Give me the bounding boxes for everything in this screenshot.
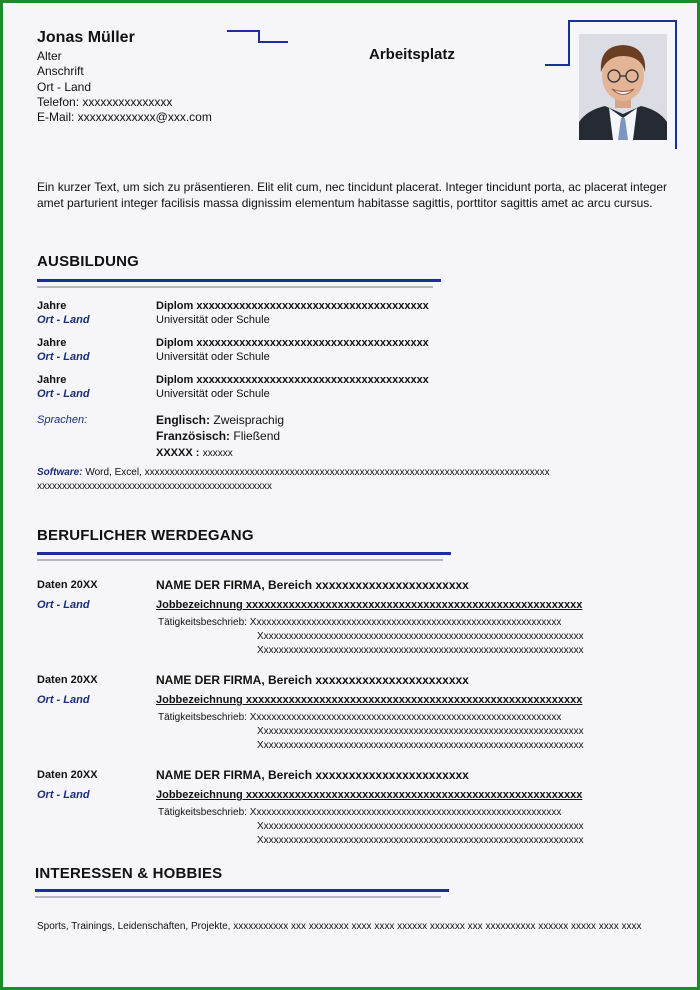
header-deco-line <box>258 41 288 43</box>
education-years: Jahre <box>37 300 67 312</box>
education-years: Jahre <box>37 374 67 386</box>
education-degree: Diplom xxxxxxxxxxxxxxxxxxxxxxxxxxxxxxxxxxxxxx <box>156 374 429 386</box>
career-description-label: Tätigkeitsbeschrieb: <box>158 617 247 628</box>
education-location: Ort - Land <box>37 314 90 326</box>
software-line <box>37 466 637 494</box>
career-heading: BERUFLICHER WERDEGANG <box>37 527 254 544</box>
career-description-label: Tätigkeitsbeschrieb: <box>158 712 247 723</box>
education-rule-grey <box>37 286 433 288</box>
language-item <box>156 428 280 444</box>
career-description-line: Xxxxxxxxxxxxxxxxxxxxxxxxxxxxxxxxxxxxxxxxxxxxxxxxxxxxxxxxxxxxxxxxx <box>257 726 584 737</box>
career-location: Ort - Land <box>37 789 90 801</box>
career-description-line: Xxxxxxxxxxxxxxxxxxxxxxxxxxxxxxxxxxxxxxxxxxxxxxxxxxxxxxxxxxxxxxxxx <box>257 821 584 832</box>
career-description <box>158 616 561 630</box>
career-description-line: Xxxxxxxxxxxxxxxxxxxxxxxxxxxxxxxxxxxxxxxxxxxxxxxxxxxxxxxxxxxxxx <box>249 807 562 818</box>
language-name: Englisch: <box>156 413 211 427</box>
software-label: Software: <box>37 467 83 478</box>
career-description-line: Xxxxxxxxxxxxxxxxxxxxxxxxxxxxxxxxxxxxxxxxxxxxxxxxxxxxxxxxxxxxxxxxx <box>257 645 584 656</box>
career-description <box>158 711 561 725</box>
language-level: xxxxxx <box>202 448 233 459</box>
education-school: Universität oder Schule <box>156 314 270 326</box>
candidate-name: Jonas Müller <box>37 29 135 46</box>
language-item <box>156 412 284 428</box>
career-location: Ort - Land <box>37 694 90 706</box>
career-description <box>158 806 561 820</box>
contact-phone: Telefon: xxxxxxxxxxxxxxx <box>37 95 173 109</box>
language-level: Zweisprachig <box>213 413 285 427</box>
career-job-title: Jobbezeichnung xxxxxxxxxxxxxxxxxxxxxxxxxxxxxxxxxxxxxxxxxxxxxxxxxxxxxxx <box>156 789 583 801</box>
education-degree: Diplom xxxxxxxxxxxxxxxxxxxxxxxxxxxxxxxxxxxxxx <box>156 337 429 349</box>
education-degree: Diplom xxxxxxxxxxxxxxxxxxxxxxxxxxxxxxxxxxxxxx <box>156 300 429 312</box>
career-date: Daten 20XX <box>37 769 98 781</box>
career-description-line: Xxxxxxxxxxxxxxxxxxxxxxxxxxxxxxxxxxxxxxxxxxxxxxxxxxxxxxxxxxxxxx <box>249 712 562 723</box>
education-school: Universität oder Schule <box>156 351 270 363</box>
intro-text: Ein kurzer Text, um sich zu präsentieren. Elit elit cum, nec tincidunt placerat. Integer tincidunt porta, ac placerat integer amet parturient integer facilisis massa dignissim elementum habitasse sagittis, porttitor sagittis amet ac arcu cursus. <box>37 180 667 210</box>
header-deco-line <box>227 30 260 32</box>
career-date: Daten 20XX <box>37 674 98 686</box>
career-rule-blue <box>37 552 451 555</box>
hobbies-rule-blue <box>35 889 449 892</box>
profile-photo <box>579 34 667 140</box>
language-name: Französisch: <box>156 429 231 443</box>
career-date: Daten 20XX <box>37 579 98 591</box>
language-level: Fließend <box>233 429 281 443</box>
career-description-line: Xxxxxxxxxxxxxxxxxxxxxxxxxxxxxxxxxxxxxxxxxxxxxxxxxxxxxxxxxxxxxxxxx <box>257 835 584 846</box>
photo-frame-line <box>545 64 570 66</box>
career-description-line: Xxxxxxxxxxxxxxxxxxxxxxxxxxxxxxxxxxxxxxxxxxxxxxxxxxxxxxxxxxxxxx <box>249 617 562 628</box>
career-description-line: Xxxxxxxxxxxxxxxxxxxxxxxxxxxxxxxxxxxxxxxxxxxxxxxxxxxxxxxxxxxxxxxxx <box>257 631 584 642</box>
photo-frame-line <box>675 20 677 149</box>
career-description-label: Tätigkeitsbeschrieb: <box>158 807 247 818</box>
contact-email: E-Mail: xxxxxxxxxxxxx@xxx.com <box>37 110 212 124</box>
education-rule-blue <box>37 279 441 282</box>
career-rule-grey <box>37 559 443 561</box>
education-heading: AUSBILDUNG <box>37 253 139 270</box>
career-job-title: Jobbezeichnung xxxxxxxxxxxxxxxxxxxxxxxxxxxxxxxxxxxxxxxxxxxxxxxxxxxxxxx <box>156 694 583 706</box>
career-job-title: Jobbezeichnung xxxxxxxxxxxxxxxxxxxxxxxxxxxxxxxxxxxxxxxxxxxxxxxxxxxxxxx <box>156 599 583 611</box>
career-company: NAME DER FIRMA, Bereich xxxxxxxxxxxxxxxxxxxxxxx <box>156 578 469 592</box>
education-location: Ort - Land <box>37 351 90 363</box>
contact-age: Alter <box>37 49 62 63</box>
photo-frame-line <box>568 20 570 64</box>
education-location: Ort - Land <box>37 388 90 400</box>
career-location: Ort - Land <box>37 599 90 611</box>
hobbies-text: Sports, Trainings, Leidenschaften, Projekte, xxxxxxxxxxx xxx xxxxxxxx xxxx xxxx xxxxxx xxxxxxx xxx xxxxxxxxxx xxxxxx xxxxx xxxx xxxx <box>37 921 642 932</box>
language-name: XXXXX : <box>156 447 200 459</box>
education-school: Universität oder Schule <box>156 388 270 400</box>
contact-address: Anschrift <box>37 64 84 78</box>
software-text: Word, Excel, xxxxxxxxxxxxxxxxxxxxxxxxxxxxxxxxxxxxxxxxxxxxxxxxxxxxxxxxxxxxxxxxxxxxxxxxxxxxxxxxx xxxxxxxxxxxxxxxxxxxxxxxxxxxxxxxxxxxxxxxxxxxxxxx <box>37 467 550 492</box>
career-company: NAME DER FIRMA, Bereich xxxxxxxxxxxxxxxxxxxxxxx <box>156 673 469 687</box>
education-years: Jahre <box>37 337 67 349</box>
contact-city-country: Ort - Land <box>37 80 92 94</box>
career-description-line: Xxxxxxxxxxxxxxxxxxxxxxxxxxxxxxxxxxxxxxxxxxxxxxxxxxxxxxxxxxxxxxxxx <box>257 740 584 751</box>
profile-photo-image <box>579 34 667 140</box>
cv-page <box>3 3 697 987</box>
job-title: Arbeitsplatz <box>369 46 455 63</box>
hobbies-heading: INTERESSEN & HOBBIES <box>35 865 223 882</box>
languages-label: Sprachen: <box>37 414 88 426</box>
career-company: NAME DER FIRMA, Bereich xxxxxxxxxxxxxxxxxxxxxxx <box>156 768 469 782</box>
language-item <box>156 444 233 462</box>
hobbies-rule-grey <box>35 896 441 898</box>
photo-frame-line <box>568 20 677 22</box>
